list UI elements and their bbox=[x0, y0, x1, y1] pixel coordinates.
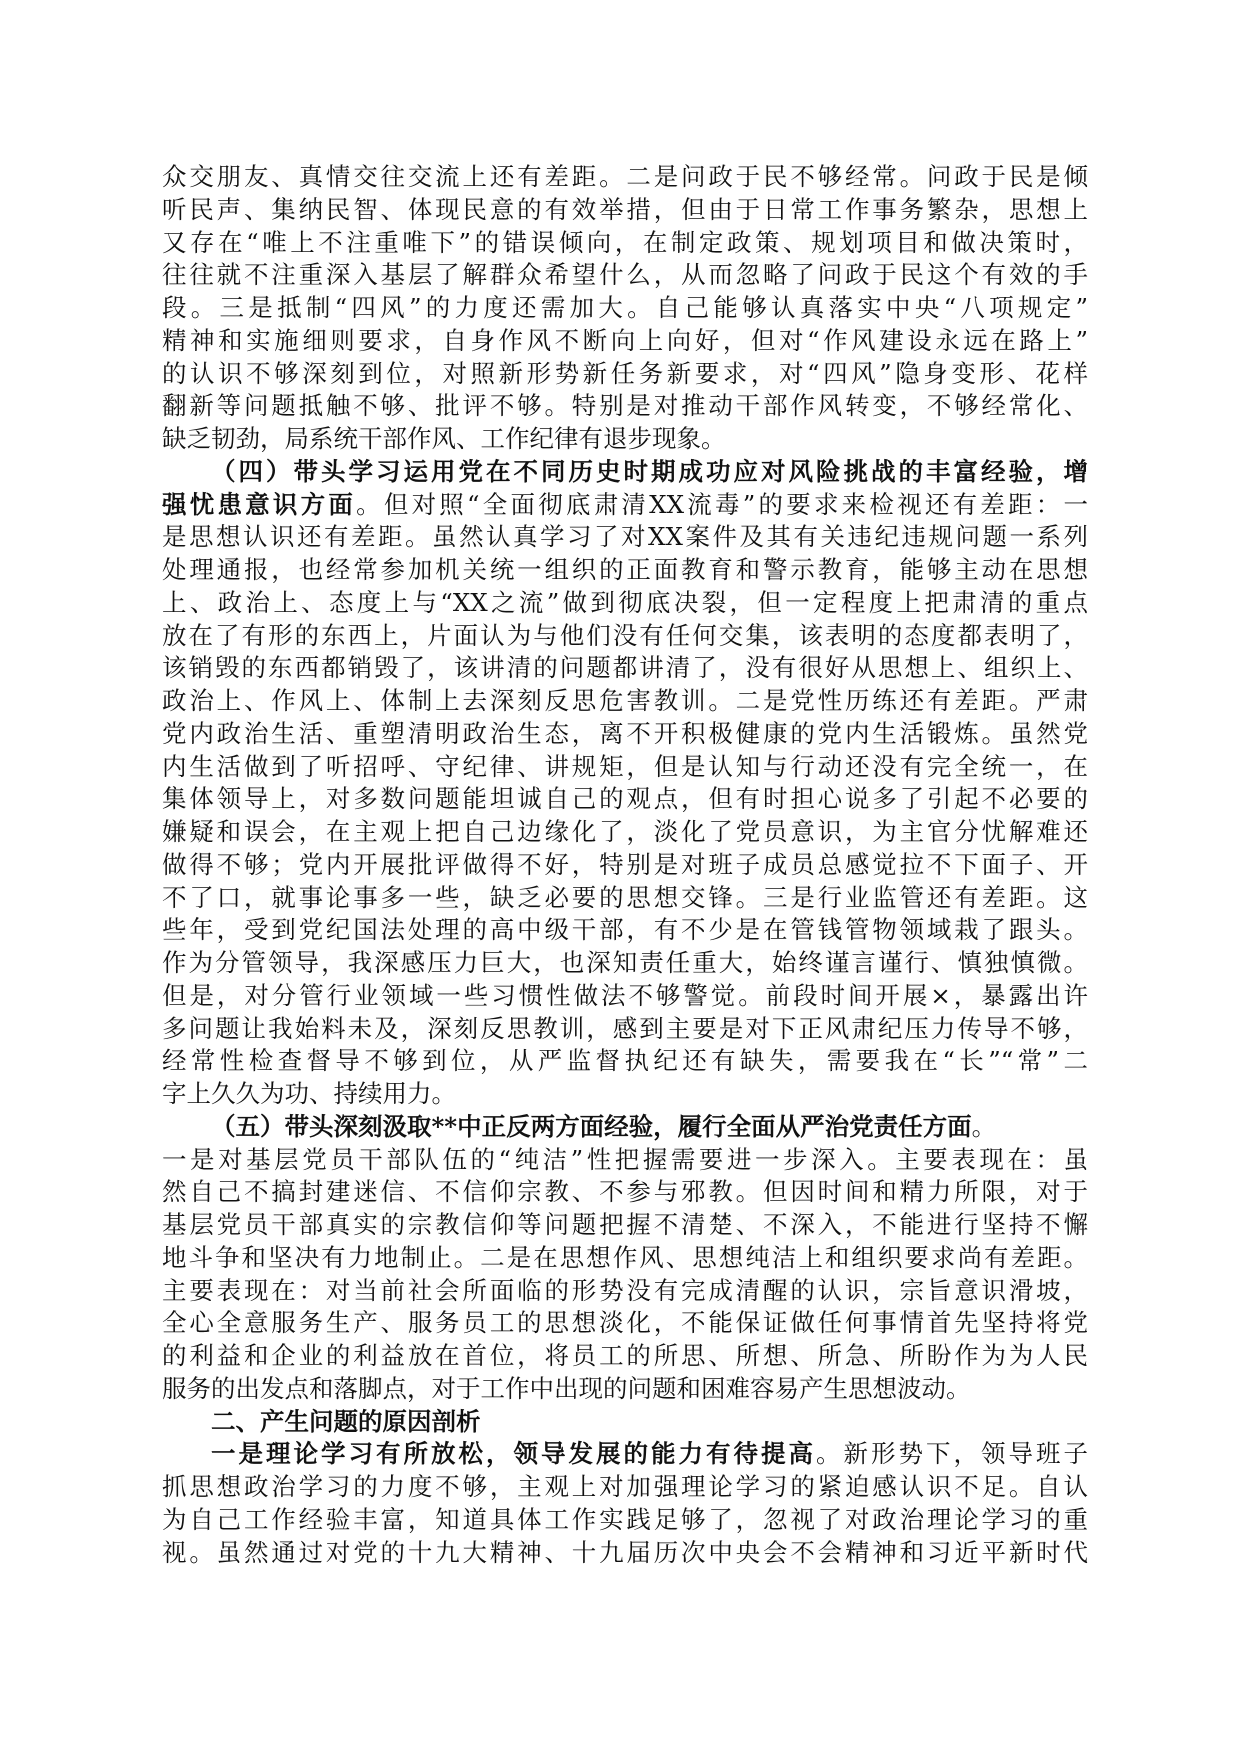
line-text: 。 bbox=[971, 1111, 997, 1141]
line-text: 基层党员干部真实的宗教信仰等问题把握不清楚、不深入，不能进行坚持不懈 bbox=[162, 1210, 1088, 1239]
text-line bbox=[162, 751, 1088, 784]
text-line bbox=[162, 292, 1088, 325]
text-line bbox=[162, 1307, 1088, 1340]
line-text: 放在了有形的东西上，片面认为与他们没有任何交集，该表明的态度都表明了， bbox=[162, 620, 1088, 650]
line-text: 政治上、作风上、体制上去深刻反思危害教训。二是党性历练还有差距。严肃 bbox=[162, 686, 1088, 715]
section-heading-line bbox=[162, 1438, 1088, 1471]
text-line bbox=[162, 1242, 1088, 1275]
line-text: 一是对基层党员干部队伍的“纯洁”性把握需要进一步深入。主要表现在：虽 bbox=[162, 1144, 1088, 1174]
text-line bbox=[162, 1537, 1088, 1570]
line-text: 的利益和企业的利益放在首位，将员工的所思、所想、所急、所盼作为为人民 bbox=[162, 1341, 1088, 1370]
text-line bbox=[162, 914, 1088, 947]
line-text: 听民声、集纳民智、体现民意的有效举措，但由于日常工作事务繁杂，思想上 bbox=[162, 194, 1088, 224]
text-line bbox=[162, 652, 1088, 685]
line-text: 做得不够；党内开展批评做得不好，特别是对班子成员总感觉拉不下面子、开 bbox=[162, 849, 1088, 879]
text-line bbox=[162, 1144, 1088, 1177]
text-line bbox=[162, 358, 1088, 391]
text-line bbox=[162, 521, 1088, 554]
text-line bbox=[162, 1373, 1088, 1406]
text-line bbox=[162, 1471, 1088, 1504]
text-line bbox=[162, 980, 1088, 1013]
line-text: 些年，受到党纪国法处理的高中级干部，有不少是在管钱管物领域栽了跟头。 bbox=[162, 915, 1088, 945]
line-text: 全心全意服务生产、服务员工的思想淡化，不能保证做任何事情首先坚持将党 bbox=[162, 1308, 1088, 1338]
text-line bbox=[162, 620, 1088, 653]
text-line bbox=[162, 718, 1088, 751]
text-line bbox=[162, 816, 1088, 849]
line-text: 。但对照“全面彻底肃清XX流毒”的要求来检视还有差距：一 bbox=[356, 489, 1088, 519]
line-text: 段。三是抵制“四风”的力度还需加大。自己能够认真落实中央“八项规定” bbox=[162, 293, 1088, 322]
section-heading-text: 一是理论学习有所放松，领导发展的能力有待提高 bbox=[211, 1439, 816, 1469]
line-text: 精神和实施细则要求，自身作风不断向上向好，但对“作风建设永远在路上” bbox=[162, 325, 1088, 355]
section-heading-line bbox=[162, 456, 1088, 489]
line-text: 地斗争和坚决有力地制止。二是在思想作风、思想纯洁上和组织要求尚有差距。 bbox=[162, 1242, 1088, 1272]
line-text: 内生活做到了听招呼、守纪律、讲规矩，但是认知与行动还没有完全统一，在 bbox=[162, 751, 1088, 781]
chapter-heading-line bbox=[162, 1406, 1088, 1439]
line-text: 上、政治上、态度上与“XX之流”做到彻底决裂，但一定程度上把肃清的重点 bbox=[162, 587, 1088, 617]
line-text: 众交朋友、真情交往交流上还有差距。二是问政于民不够经常。问政于民是倾 bbox=[162, 162, 1088, 191]
line-text: 处理通报，也经常参加机关统一组织的正面教育和警示教育，能够主动在思想 bbox=[162, 555, 1088, 584]
text-line bbox=[162, 1013, 1088, 1046]
line-text: 是思想认识还有差距。虽然认真学习了对XX案件及其有关违纪违规问题一系列 bbox=[162, 522, 1088, 552]
section-heading-text: （四）带头学习运用党在不同历史时期成功应对风险挑战的丰富经验，增 bbox=[211, 456, 1088, 486]
text-line bbox=[162, 783, 1088, 816]
line-text: 为自己工作经验丰富，知道具体工作实践足够了，忽视了对政治理论学习的重 bbox=[162, 1504, 1088, 1534]
text-line bbox=[162, 489, 1088, 522]
text-line bbox=[162, 1176, 1088, 1209]
line-text: 集体领导上，对多数问题能坦诚自己的观点，但有时担心说多了引起不必要的 bbox=[162, 784, 1088, 814]
section-heading-text: 强忧患意识方面 bbox=[162, 489, 357, 519]
line-text: 又存在“唯上不注重唯下”的错误倾向，在制定政策、规划项目和做决策时， bbox=[162, 227, 1088, 257]
text-line bbox=[162, 161, 1088, 194]
text-line bbox=[162, 325, 1088, 358]
text-line bbox=[162, 1504, 1088, 1537]
line-text: 字上久久为功、持续用力。 bbox=[162, 1079, 456, 1108]
line-text: 的认识不够深刻到位，对照新形势新任务新要求，对“四风”隐身变形、花样 bbox=[162, 358, 1088, 388]
line-text: 嫌疑和误会，在主观上把自己边缘化了，淡化了党员意识，为主官分忧解难还 bbox=[162, 817, 1088, 846]
text-line bbox=[162, 259, 1088, 292]
line-text: 主要表现在：对当前社会所面临的形势没有完成清醒的认识，宗旨意识滑坡， bbox=[162, 1275, 1088, 1305]
line-text: 往往就不注重深入基层了解群众希望什么，从而忽略了问政于民这个有效的手 bbox=[162, 260, 1088, 290]
text-line bbox=[162, 227, 1088, 260]
text-line bbox=[162, 1078, 1088, 1111]
text-line bbox=[162, 882, 1088, 915]
line-text: 。新形势下，领导班子 bbox=[816, 1439, 1088, 1469]
line-text: 不了口，就事论事多一些，缺乏必要的思想交锋。三是行业监管还有差距。这 bbox=[162, 882, 1088, 912]
section-heading-line bbox=[162, 1111, 1088, 1144]
line-text: 抓思想政治学习的力度不够，主观上对加强理论学习的紧迫感认识不足。自认 bbox=[162, 1472, 1088, 1501]
text-line bbox=[162, 947, 1088, 980]
line-text: 经常性检查督导不够到位，从严监督执纪还有缺失，需要我在“长”“常”二 bbox=[162, 1046, 1088, 1076]
line-text: 党内政治生活、重塑清明政治生态，离不开积极健康的党内生活锻炼。虽然党 bbox=[162, 718, 1088, 748]
text-line bbox=[162, 849, 1088, 882]
text-line bbox=[162, 194, 1088, 227]
line-text: 然自己不搞封建迷信、不信仰宗教、不参与邪教。但因时间和精力所限，对于 bbox=[162, 1177, 1088, 1207]
text-line bbox=[162, 1340, 1088, 1373]
text-line bbox=[162, 1209, 1088, 1242]
line-text: 但是，对分管行业领域一些习惯性做法不够警觉。前段时间开展×，暴露出许 bbox=[162, 980, 1088, 1010]
line-text: 服务的出发点和落脚点，对于工作中出现的问题和困难容易产生思想波动。 bbox=[162, 1373, 971, 1403]
text-line bbox=[162, 1275, 1088, 1308]
line-text: 缺乏韧劲，局系统干部作风、工作纪律有退步现象。 bbox=[162, 424, 726, 453]
line-text: 该销毁的东西都销毁了，该讲清的问题都讲清了，没有很好从思想上、组织上、 bbox=[162, 653, 1088, 683]
text-line bbox=[162, 554, 1088, 587]
line-text: 翻新等问题抵触不够、批评不够。特别是对推动干部作风转变，不够经常化、 bbox=[162, 391, 1088, 421]
line-text: 多问题让我始料未及，深刻反思教训，感到主要是对下正风肃纪压力传导不够， bbox=[162, 1013, 1088, 1043]
text-line bbox=[162, 1045, 1088, 1078]
text-line bbox=[162, 390, 1088, 423]
text-line bbox=[162, 685, 1088, 718]
text-line bbox=[162, 587, 1088, 620]
line-text: 作为分管领导，我深感压力巨大，也深知责任重大，始终谨言谨行、慎独慎微。 bbox=[162, 948, 1088, 977]
line-text: 视。虽然通过对党的十九大精神、十九届历次中央会不会精神和习近平新时代 bbox=[162, 1537, 1088, 1567]
chapter-heading-text: 二、产生问题的原因剖析 bbox=[211, 1406, 481, 1436]
body-text bbox=[162, 161, 1088, 1569]
text-line bbox=[162, 423, 1088, 456]
section-heading-text: （五）带头深刻汲取**中正反两方面经验，履行全面从严治党责任方面 bbox=[211, 1111, 972, 1141]
